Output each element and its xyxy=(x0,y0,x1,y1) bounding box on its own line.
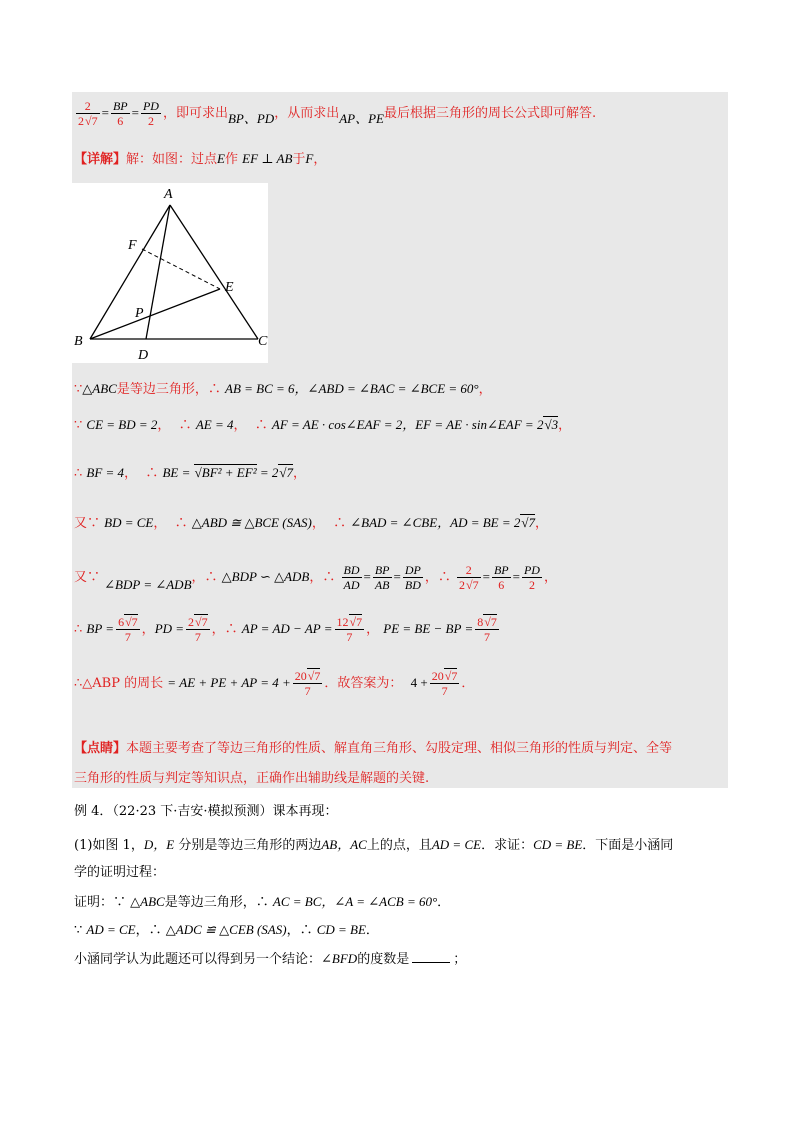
example-math-cd-be: CD = BE xyxy=(533,837,583,852)
proof-line-1: 证明：∵ △ABC是等边三角形，∴ AC = BC，∠A = ∠ACB = 60°． xyxy=(74,894,451,910)
label-p: P xyxy=(135,306,144,321)
detail-tag: 【详解】 xyxy=(74,152,127,167)
proof-is-eq: 是等边三角形， xyxy=(164,895,256,910)
detail-comma: ， xyxy=(313,152,327,167)
label-d: D xyxy=(138,348,149,363)
detail-zuo: 作 xyxy=(224,152,238,167)
fraction-pd-2-b: $\frac{PD}{2}$ xyxy=(523,563,540,592)
step2-math-ce-bd: CE = BD = 2 xyxy=(86,417,158,432)
fraction-bp-6-b: $\frac{BP}{6}$ xyxy=(493,563,509,592)
proof-line-2: ∵ AD = CE，∴ △ADC ≌ △CEB (SAS)，∴ CD = BE． xyxy=(74,922,379,938)
example-math-de: D，E xyxy=(143,837,175,852)
intro-line: $\frac{2}{2√7}$ = $\frac{BP}{6}$ = $\frac{PD}{2}$ ，即可求出BP、PD，从而求出AP、PE最后根据三角形的周长公式即可解答. xyxy=(78,99,597,128)
step-7: ∴△ABP 的周长 = AE + PE + AP = 4 + $\frac{20√7}{7}$ ．故答案为： 4 + $\frac{20√7}{7}$ ． xyxy=(74,669,475,698)
detail-yu: 于 xyxy=(292,152,306,167)
example-math-ab-ac: AB，AC xyxy=(321,837,367,852)
question-text: 小涵同学认为此题还可以得到另一个结论： xyxy=(74,952,322,967)
step3-math-bf: BF = 4 xyxy=(86,465,125,480)
fraction-8root7-7: $\frac{8√7}{7}$ xyxy=(477,615,497,644)
fraction-2root7-7: $\frac{2√7}{7}$ xyxy=(188,615,208,644)
step2-math-ae: AE = 4 xyxy=(195,417,234,432)
label-a: A xyxy=(164,187,173,202)
fraction-2-over-2root7: $\frac{2}{2√7}$ xyxy=(78,99,98,128)
comment-line-1 xyxy=(74,742,672,755)
step6-math-bp: BP = xyxy=(86,621,115,636)
question-line xyxy=(74,952,466,966)
question-math-bfd: ∠BFD xyxy=(321,951,358,966)
proof-label: 证明： xyxy=(74,895,114,910)
example-p1d: ．求证： xyxy=(481,838,534,853)
step3-math-be: BE = √BF² + EF² = 2√7 xyxy=(162,465,294,480)
perimeter-prefix: ∴△ABP 的周长 xyxy=(74,676,164,691)
fraction-bp-6: $\frac{BP}{6}$ xyxy=(112,99,128,128)
answer-blank[interactable] xyxy=(412,962,450,963)
proof-math-ad-ce: AD = CE xyxy=(86,922,136,937)
step1-math-equalities: AB = BC = 6，∠ABD = ∠BAC = ∠BCE = 60° xyxy=(225,381,479,396)
therefore-symbol: ∴ xyxy=(207,382,221,397)
because-symbol: ∵ xyxy=(74,382,83,397)
label-e: E xyxy=(225,280,234,295)
intro-math-bp-pd: BP、PD xyxy=(227,111,275,126)
side-ac xyxy=(170,205,258,339)
fraction-bp-ab: $\frac{BP}{AB}$ xyxy=(374,563,390,592)
step-2: ∵ CE = BD = 2， ∴ AE = 4， ∴ AF = AE · cos∠EAF = 2，EF = AE · sin∠EAF = 2√3， xyxy=(74,417,572,433)
segment-ef-dashed xyxy=(142,249,220,289)
proof-math-abc: △ABC xyxy=(130,894,165,909)
comment-tag: 【点睛】 xyxy=(74,741,127,756)
comment-text-1: 本题主要考查了等边三角形的性质、解直角三角形、勾股定理、相似三角形的性质与判定、全等 xyxy=(126,741,673,756)
step-6: ∴ BP = $\frac{6√7}{7}$ ，PD = $\frac{2√7}{7}$ ，∴ AP = AD − AP = $\frac{12√7}{7}$ ， PE = BE − BP = $\frac{8√7}{7}$ xyxy=(74,615,497,644)
step5-math-angle: ∠BDP = ∠ADB xyxy=(104,577,192,592)
step6-math-pe: PE = BE − BP = xyxy=(383,621,474,636)
proof-math-ac-bc: AC = BC，∠A = ∠ACB = 60° xyxy=(272,894,438,909)
step-1: ∵△ABC是等边三角形，∴ AB = BC = 6，∠ABD = ∠BAC = ∠BCE = 60°， xyxy=(74,381,492,397)
step4-math-bd-ce: BD = CE xyxy=(104,515,154,530)
proof-math-congruent: △ADC ≌ △CEB (SAS) xyxy=(165,922,287,937)
segment-be xyxy=(90,289,220,339)
step-4: 又∵ BD = CE， ∴ △ABD ≅ △BCE (SAS)， ∴ ∠BAD = ∠CBE，AD = BE = 2√7， xyxy=(74,515,549,531)
comment-text-2: 三角形的性质与判定等知识点，正确作出辅助线是解题的关键. xyxy=(74,771,430,786)
answer-prefix: 故答案为： xyxy=(337,676,403,691)
fraction-20root7-7: $\frac{20√7}{7}$ xyxy=(294,669,321,698)
question-tail: ； xyxy=(453,952,467,967)
step2-math-af: AF = AE · cos∠EAF = 2，EF = AE · sin∠EAF = 2√3 xyxy=(271,417,559,432)
fraction-12root7-7: $\frac{12√7}{7}$ xyxy=(336,615,363,644)
example-p1 xyxy=(74,838,673,852)
answer-value: 4 + xyxy=(410,675,428,690)
step5-math-similar: △BDP ∽ △ADB xyxy=(221,569,310,584)
question-text-2: 的度数是 xyxy=(357,952,410,967)
fraction-pd-2: $\frac{PD}{2}$ xyxy=(142,99,159,128)
step1-math-abc: △ABC xyxy=(82,381,117,396)
example-math-ad-ce: AD = CE xyxy=(431,837,482,852)
example-heading-text: 例 4．（22·23 下·吉安·模拟预测）课本再现： xyxy=(74,804,338,819)
example-p2-text: 学的证明过程： xyxy=(74,865,166,880)
intro-text-2: ，从而求出 xyxy=(274,106,340,121)
detail-text: 解：如图：过点 xyxy=(126,152,218,167)
label-b: B xyxy=(74,334,83,349)
step-5: 又∵ ∠BDP = ∠ADB，∴ △BDP ∽ △ADB，∴ $\frac{BD}{AD}$ = $\frac{BP}{AB}$ = $\frac{DP}{BD}$ ，∴ $\frac{2}{2√7}$ = $\frac{BP}{6}$ = $\frac{PD}{2}$ ， xyxy=(74,563,557,592)
intro-text-1: ，即可求出 xyxy=(162,106,228,121)
step7-math-perimeter: = AE + PE + AP = 4 + xyxy=(167,675,291,690)
step6-math-pd: PD = xyxy=(154,621,185,636)
fraction-6root7-7: $\frac{6√7}{7}$ xyxy=(118,615,138,644)
step6-math-ap: AP = AD − AP = xyxy=(241,621,333,636)
label-f: F xyxy=(128,238,137,253)
step1-text: 是等边三角形， xyxy=(116,382,208,397)
example-heading xyxy=(74,805,338,818)
detail-point-f: F xyxy=(305,151,314,166)
detail-math-ef-perp-ab: EF ⊥ AB xyxy=(242,151,293,166)
step4-math-congruent: △ABD ≅ △BCE (SAS) xyxy=(191,515,312,530)
detail-line xyxy=(74,152,326,166)
intro-math-ap-pe: AP、PE xyxy=(339,111,384,126)
example-p1c: 上的点，且 xyxy=(366,838,432,853)
example-p2 xyxy=(74,866,165,879)
comment-line-2 xyxy=(74,772,429,785)
again-because-symbol: 又∵ xyxy=(74,516,101,531)
fraction-answer: $\frac{20√7}{7}$ xyxy=(431,669,458,698)
triangle-diagram xyxy=(72,183,268,363)
label-c: C xyxy=(258,334,268,349)
example-p1a: (1)如图 1， xyxy=(74,838,144,853)
intro-text-3: 最后根据三角形的周长公式即可解答. xyxy=(383,106,597,121)
step-3: ∴ BF = 4， ∴ BE = √BF² + EF² = 2√7， xyxy=(74,465,307,481)
proof-math-cd-be: CD = BE xyxy=(316,922,366,937)
fraction-dp-bd: $\frac{DP}{BD}$ xyxy=(404,563,421,592)
detail-point-e: E xyxy=(217,151,225,166)
example-p1b: 分别是等边三角形的两边 xyxy=(178,838,322,853)
fraction-bd-ad: $\frac{BD}{AD}$ xyxy=(343,563,360,592)
fraction-2-over-2root7-b: $\frac{2}{2√7}$ xyxy=(459,563,479,592)
geometry-figure xyxy=(72,183,268,363)
example-p1e: ．下面是小涵同 xyxy=(582,838,674,853)
step4-math-angles: ∠BAD = ∠CBE，AD = BE = 2√7 xyxy=(350,515,536,530)
